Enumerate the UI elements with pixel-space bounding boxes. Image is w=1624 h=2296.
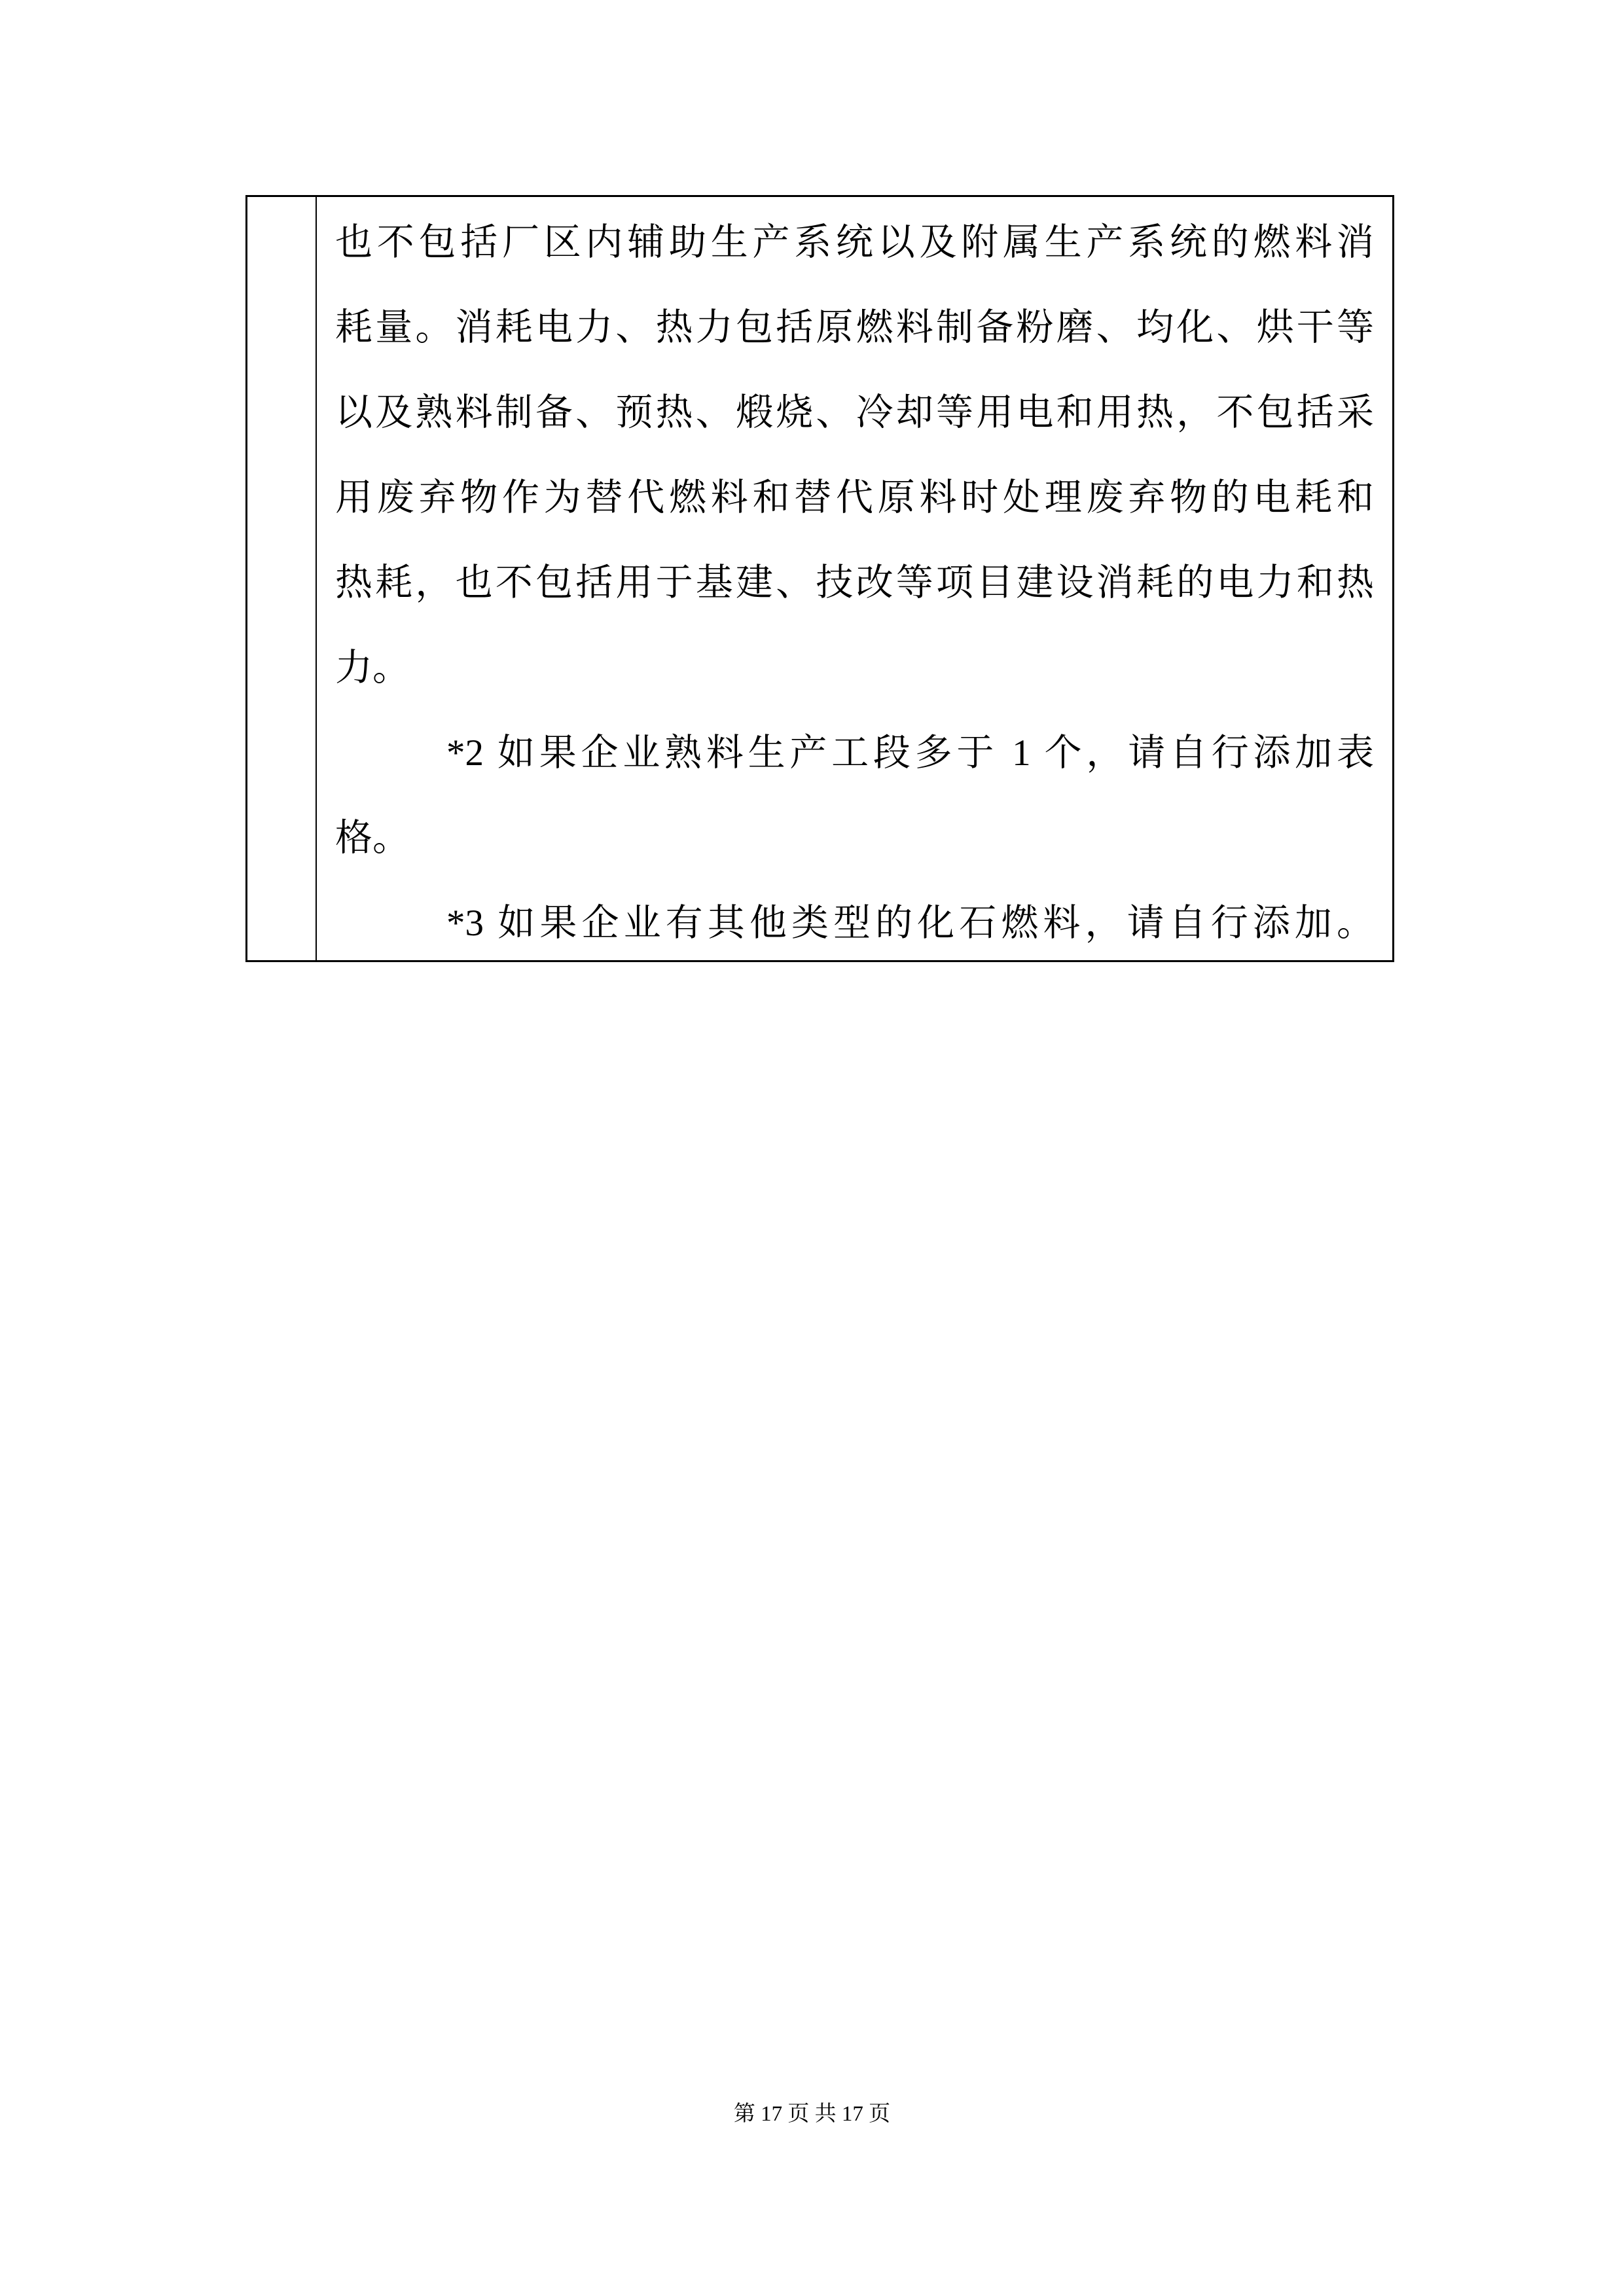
note-text-line-1: 也不包括厂区内辅助生产系统以及附属生产系统的燃料消 [335,222,1374,263]
table-empty-cell [247,197,317,960]
note-table [245,195,1394,962]
page-number-footer: 第 17 页 共 17 页 [733,2102,891,2126]
note-text-line-7-footnote-2: *2 如果企业熟料生产工段多于 1 个，请自行添加表 [446,732,1374,774]
note-text-line-9-footnote-3: *3 如果企业有其他类型的化石燃料，请自行添加。 [446,903,1374,944]
note-text-line-3: 以及熟料制备、预热、煅烧、冷却等用电和用热，不包括采 [335,392,1374,433]
table-note-cell [317,197,1392,960]
note-text-line-5: 热耗，也不包括用于基建、技改等项目建设消耗的电力和热 [335,562,1374,603]
note-text-line-6: 力。 [335,647,410,689]
note-text-line-4: 用废弃物作为替代燃料和替代原料时处理废弃物的电耗和 [335,477,1374,518]
note-text-line-8: 格。 [335,817,410,859]
note-text-line-2: 耗量。消耗电力、热力包括原燃料制备粉磨、均化、烘干等 [335,307,1374,348]
